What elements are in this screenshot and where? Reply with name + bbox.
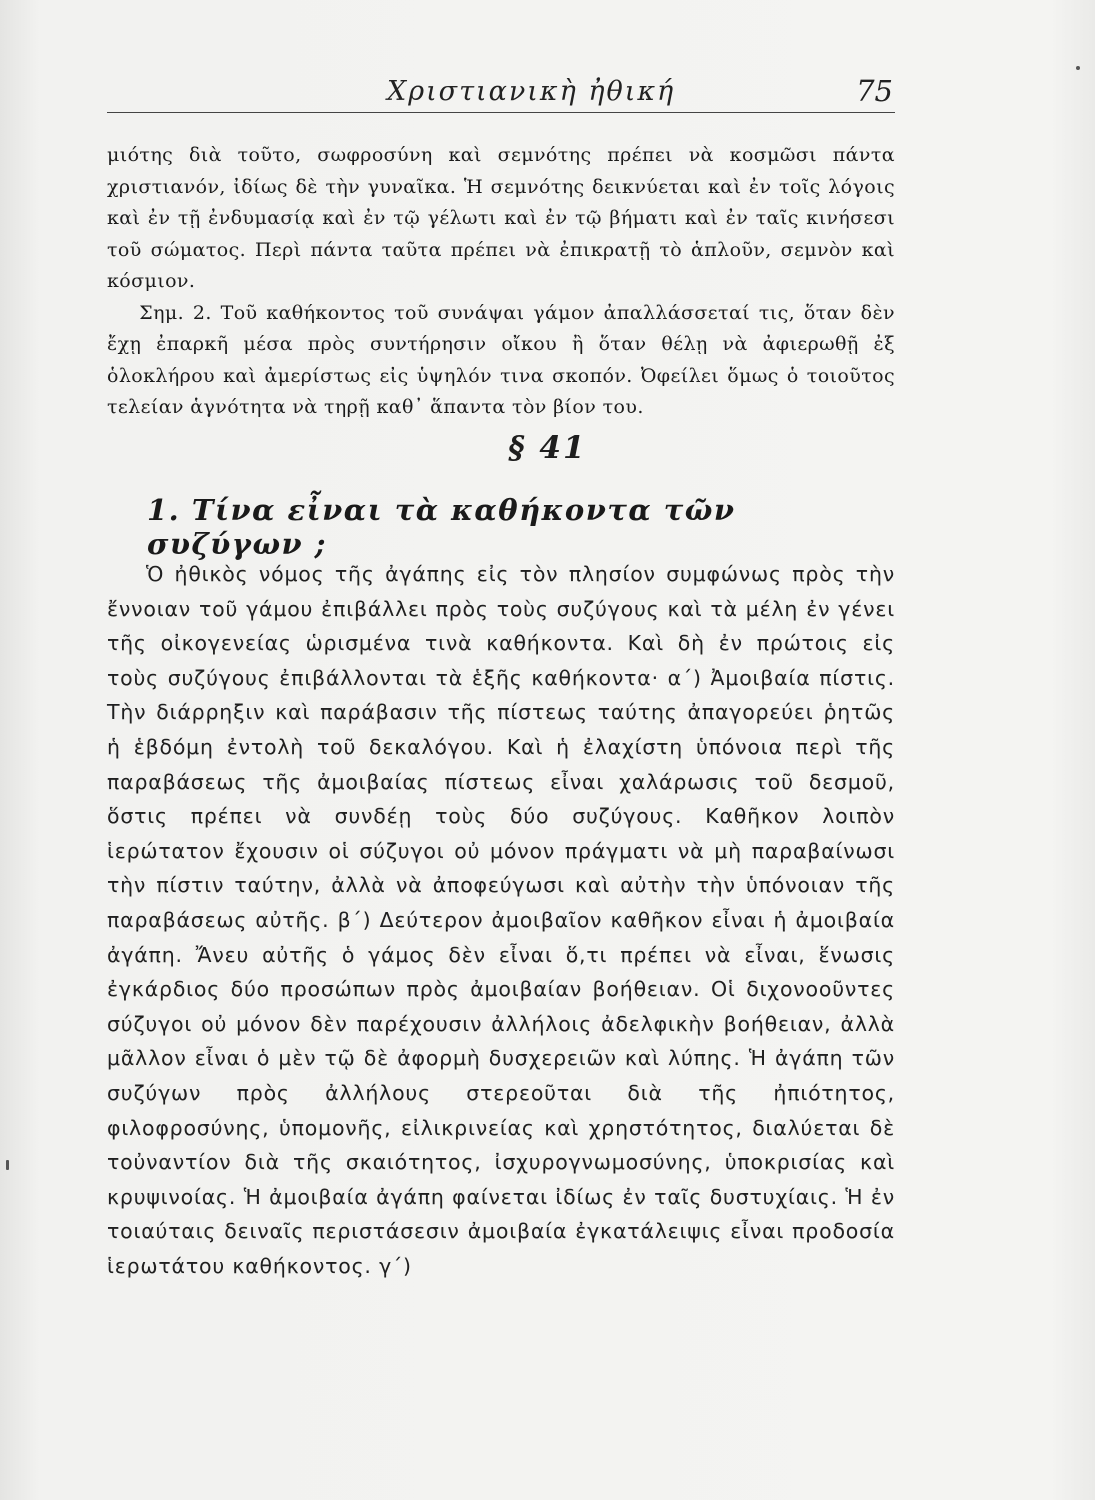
note-paragraph: Σημ. 2. Τοῦ καθήκοντος τοῦ συνάψαι γάμον ἀπαλλάσσεταί τις, ὅταν δὲν ἔχῃ ἐπαρκῆ μέσα πρὸς συντήρησιν οἴκου ἢ ὅταν θέλῃ νὰ ἀφιερωθῇ ἐξ ὁλοκλήρου καὶ ἀμερίστως εἰς ὑψηλόν τινα σκοπόν. Ὀφείλει ὅμως ὁ τοιοῦτος τελείαν ἁγνότητα νὰ τηρῇ καθ᾽ ἅπαντα τὸν βίον του. xyxy=(107,301,895,418)
page-number: 75 xyxy=(856,74,893,108)
top-text-block xyxy=(107,140,895,424)
continuation-paragraph: μιότης διὰ τοῦτο, σωφροσύνη καὶ σεμνότης πρέπει νὰ κοσμῶσι πάντα χριστιανόν, ἰδίως δὲ τὴν γυναῖκα. Ἡ σεμνότης δεικνύεται καὶ ἐν τοῖς λόγοις καὶ ἐν τῇ ἐνδυμασίᾳ καὶ ἐν τῷ γέλωτι καὶ ἐν τῷ βήματι καὶ ἐν ταῖς κινήσεσι τοῦ σώματος. Περὶ πάντα ταῦτα πρέπει νὰ ἐπικρατῇ τὸ ἁπλοῦν, σεμνὸν καὶ κόσμιον. xyxy=(107,144,895,292)
scan-speck xyxy=(6,1160,9,1170)
running-header xyxy=(107,72,895,113)
running-title: Χριστιανικὴ ἠθική xyxy=(387,76,676,107)
section-question-heading: 1. Τίνα εἶναι τὰ καθήκοντα τῶν συζύγων ; xyxy=(147,493,736,561)
section-number: § 41 xyxy=(508,430,587,466)
main-paragraph: Ὁ ἠθικὸς νόμος τῆς ἀγάπης εἰς τὸν πλησίον συμφώνως πρὸς τὴν ἔννοιαν τοῦ γάμου ἐπιβάλλει πρὸς τοὺς συζύγους καὶ τὰ μέλη ἐν γένει τῆς οἰκογενείας ὡρισμένα τινὰ καθήκοντα. Καὶ δὴ ἐν πρώτοις εἰς τοὺς συζύγους ἐπιβάλλονται τὰ ἑξῆς καθήκοντα· α΄) Ἀμοιβαία πίστις. Τὴν διάρρηξιν καὶ παράβασιν τῆς πίστεως ταύτης ἀπαγορεύει ῥητῶς ἡ ἑβδόμη ἐντολὴ τοῦ δεκαλόγου. Καὶ ἡ ἐλαχίστη ὑπόνοια περὶ τῆς παραβάσεως τῆς ἀμοιβαίας πίστεως εἶναι χαλάρωσις τοῦ δεσμοῦ, ὅστις πρέπει νὰ συνδέῃ τοὺς δύο συζύγους. Καθῆκον λοιπὸν ἱερώτατον ἔχουσιν οἱ σύζυγοι οὐ μόνον πράγματι νὰ μὴ παραβαίνωσι τὴν πίστιν ταύτην, ἀλλὰ νὰ ἀποφεύγωσι καὶ αὐτὴν τὴν ὑπόνοιαν τῆς παραβάσεως αὐτῆς. β΄) Δεύτερον ἀμοιβαῖον καθῆκον εἶναι ἡ ἀμοιβαία ἀγάπη. Ἄνευ αὐτῆς ὁ γάμος δὲν εἶναι ὅ,τι πρέπει νὰ εἶναι, ἕνωσις ἐγκάρδιος δύο προσώπων πρὸς ἀμοιβαίαν βοήθειαν. Οἱ διχονοοῦντες σύζυγοι οὐ μόνον δὲν παρέχουσιν ἀλλήλοις ἀδελφικὴν βοήθειαν, ἀλλὰ μᾶλλον εἶναι ὁ μὲν τῷ δὲ ἀφορμὴ δυσχερειῶν καὶ λύπης. Ἡ ἀγάπη τῶν συζύγων πρὸς ἀλλήλους στερεοῦται διὰ τῆς ἠπιότητος, φιλοφροσύνης, ὑπομονῆς, εἰλικρινείας καὶ χρηστότητος, διαλύεται δὲ τοὐναντίον διὰ τῆς σκαιότητος, ἰσχυρογνωμοσύνης, ὑποκρισίας καὶ κρυψινοίας. Ἡ ἀμοιβαία ἀγάπη φαίνεται ἰδίως ἐν ταῖς δυστυχίαις. Ἡ ἐν τοιαύταις δειναῖς περιστάσεσιν ἀμοιβαία ἐγκατάλειψις εἶναι προδοσία ἱερωτάτου καθήκοντος. γ΄) xyxy=(107,562,895,1278)
scan-speck xyxy=(1076,66,1080,70)
main-text-block xyxy=(107,557,895,1283)
